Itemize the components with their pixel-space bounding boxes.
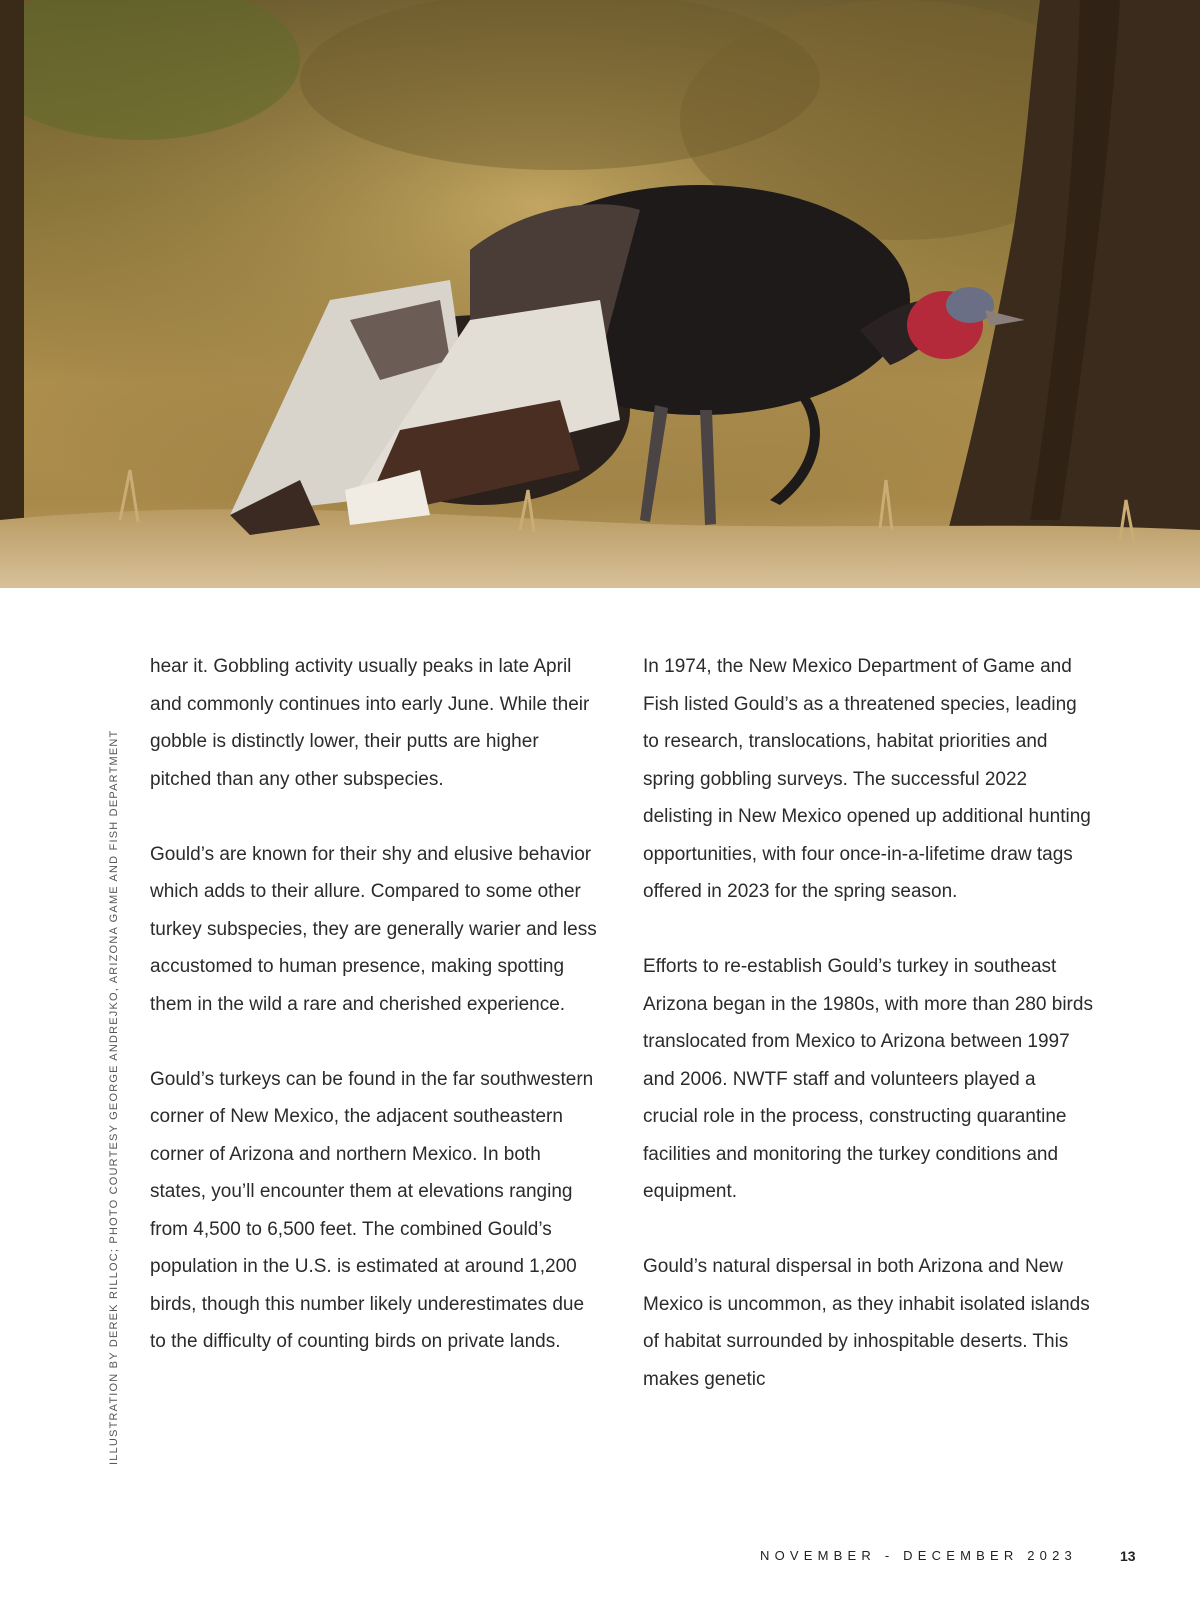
- paragraph: In 1974, the New Mexico Department of Game and Fish listed Gould’s as a threatened species, leading to research, translocations, habitat priorities and spring gobbling surveys. The successful 2022 delisting in New Mexico opened up additional hunting opportunities, with four once-in-a-lifetime draw tags offered in 2023 for the spring season.: [643, 656, 1091, 902]
- photo-credit: ILLUSTRATION BY DEREK RILLOC; PHOTO COURTESY GEORGE ANDREJKO, ARIZONA GAME AND FISH DEPARTMENT: [108, 729, 120, 1465]
- left-column: [150, 648, 602, 1398]
- paragraph: Gould’s natural dispersal in both Arizona and New Mexico is uncommon, as they inhabit isolated islands of habitat surrounded by inhospitable deserts. This makes genetic: [643, 1256, 1090, 1390]
- issue-date: NOVEMBER - DECEMBER 2023: [760, 1548, 1077, 1563]
- turkey-photo: [0, 0, 1200, 588]
- paragraph: Efforts to re-establish Gould’s turkey in southeast Arizona began in the 1980s, with more than 280 birds translocated from Mexico to Arizona between 1997 and 2006. NWTF staff and volunteers played a crucial role in the process, constructing quarantine facilities and monitoring the turkey conditions and equipment.: [643, 956, 1093, 1202]
- right-column: [643, 648, 1093, 1436]
- paragraph: Gould’s are known for their shy and elusive behavior which adds to their allure. Compared to some other turkey subspecies, they are generally warier and less accustomed to human presence, making spotting them in the wild a rare and cherished experience.: [150, 843, 597, 1015]
- paragraph: Gould’s turkeys can be found in the far southwestern corner of New Mexico, the adjacent southeastern corner of Arizona and northern Mexico. In both states, you’ll encounter them at elevations ranging from 4,500 to 6,500 feet. The combined Gould’s population in the U.S. is estimated at around 1,200 birds, though this number likely underestimates due to the difficulty of counting birds on private lands.: [150, 1068, 594, 1352]
- paragraph: hear it. Gobbling activity usually peaks in late April and commonly continues into early June. While their gobble is distinctly lower, their putts are higher pitched than any other subspecies.: [150, 656, 590, 790]
- page-number: 13: [1120, 1548, 1136, 1564]
